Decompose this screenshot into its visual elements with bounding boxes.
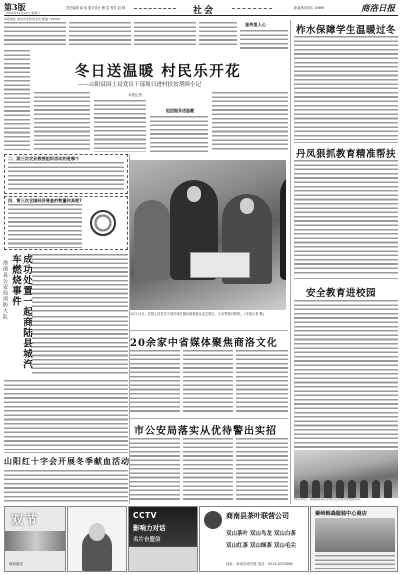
photo-relief-goods: [190, 252, 250, 278]
lead-byline: 本报记者: [128, 93, 142, 97]
photo-figure: [360, 480, 368, 498]
center-headline-1: 20余家中省媒体聚焦商洛文化: [130, 338, 278, 349]
photo-figure: [324, 480, 332, 498]
photo-figure: [372, 480, 380, 498]
ad-headline: 双节: [11, 513, 40, 527]
photo-figure: [280, 170, 286, 280]
article-text-block: [294, 300, 398, 448]
lead-text-block: [94, 100, 146, 152]
news-hotline: 新闻热线电话 15669: [294, 6, 325, 10]
editor-credits: 责任编辑 郝 组 版式设计 鲍 雷 校对 赵 晓: [66, 6, 126, 10]
article-text-block: [236, 438, 288, 502]
advertisement-3[interactable]: [128, 506, 198, 572]
divider: [130, 418, 288, 419]
article-text-block: [130, 350, 180, 414]
ad-text-block: [315, 555, 395, 569]
ad-image: [315, 518, 395, 552]
article-text-block: [183, 350, 233, 414]
photo-figure: [300, 480, 308, 498]
article-text-block: [4, 470, 128, 502]
lead-photo: [130, 160, 286, 310]
ad-company-name: 商南县茶叶联营公司: [226, 511, 289, 520]
lead-section-heading: 组团服务送温暖: [166, 108, 194, 113]
vertical-headline: 成功处置一起商陆县城汽车燃烧事件: [10, 254, 32, 370]
lead-headline: 冬日送温暖 村民乐开花: [74, 63, 242, 80]
article-text-block: [4, 22, 66, 48]
issue-date: 2014年12月13日 星期六: [6, 11, 41, 15]
ad-product-line: 双山红茶 双山绿茶 双山毛尖: [226, 543, 296, 549]
census-logo-icon: [90, 210, 116, 236]
right-photo: [294, 450, 398, 498]
divider: [130, 330, 288, 331]
article-text-block: [32, 254, 128, 312]
header-address: 本报地址 商洛市北新街北段 邮编 726000: [4, 17, 61, 21]
article-text-block: [294, 36, 398, 140]
article-text-block: [4, 380, 128, 450]
left-mid-headline: 山阳红十字会开展冬季献血活动: [4, 456, 130, 466]
ad-label: 商洛丽宝: [9, 562, 23, 566]
section-divider-left: [134, 8, 176, 9]
section-divider-right: [232, 8, 272, 9]
divider: [4, 452, 128, 453]
tea-company-logo-icon: [204, 511, 222, 529]
photo-face: [240, 198, 254, 214]
photo-figure: [384, 480, 392, 498]
page-number: 第3版: [4, 2, 26, 12]
info-box-title: 二、面三次农业教授组织活动的是哪个: [8, 156, 80, 161]
article-text-block: [294, 160, 398, 276]
divider: [294, 142, 398, 143]
center-headline-2: 市公安局落实从优待警出实招: [134, 426, 277, 437]
ad-contact: 地址：商南县城关镇 电话：0914-6322888: [226, 562, 293, 566]
right-headline-3: 安全教育进校园: [306, 288, 377, 299]
box-title: 星传里人心: [245, 22, 266, 27]
article-text-block: [134, 22, 196, 48]
column-rule: [290, 20, 291, 504]
advertisement-5[interactable]: [310, 506, 398, 572]
photo-face: [187, 186, 201, 202]
ad-product-line: 双山茶叶 双山鸟龙 双山白茶: [226, 531, 296, 537]
right-photo-caption: 12月11日，洛南县实验小学举行安全教育进校园活动。: [294, 498, 363, 501]
article-text-block: [69, 22, 131, 48]
article-text-block: [130, 438, 180, 502]
section-title: 社会: [192, 6, 215, 16]
divider: [294, 278, 398, 279]
info-box-text: [8, 204, 82, 248]
advertisement-2[interactable]: [67, 506, 127, 572]
article-text-block: [236, 350, 288, 414]
right-headline-1: 柞水保障学生温暖过冬: [296, 25, 397, 36]
vertical-byline: 洛南县公安局消防大队: [2, 260, 8, 320]
article-text-block: [32, 316, 128, 376]
photo-figure: [312, 480, 320, 498]
ad-subtitle: 影响力对话: [133, 524, 166, 532]
photo-figure: [134, 200, 170, 280]
info-box-title: 四、第三次全国经济普查的数量何具呢?: [8, 198, 82, 203]
photo-figure: [336, 480, 344, 498]
article-text-block: [183, 438, 233, 502]
column-rule: [129, 154, 130, 504]
lead-photo-caption: 12月11日，县国土局党员干部在城关镇向困难群众送去棉衣、大米等慰问物资。 (本报记者 摄): [130, 312, 264, 316]
lead-text-block: [34, 92, 90, 152]
lead-text-block: [212, 92, 288, 152]
right-headline-2: 丹凤狠抓教育精准帮扶: [296, 149, 397, 160]
page-header: [4, 2, 398, 14]
article-text-block: [4, 50, 30, 150]
ad-tagline: 名片台盟信: [133, 537, 161, 543]
newspaper-masthead: 商洛日报: [361, 4, 396, 14]
ad-title: 秦岭韩森服装中心商店: [315, 511, 367, 517]
ad-title: CCTV: [133, 511, 157, 520]
ad-portrait-face: [89, 523, 105, 541]
article-text-block: [199, 22, 237, 48]
header-rule: [4, 15, 398, 16]
advertisement-1[interactable]: [4, 506, 66, 572]
ad-banner-image: [5, 531, 66, 551]
advertisement-4[interactable]: [199, 506, 309, 572]
lead-text-block: [150, 116, 208, 152]
article-text-block: [240, 30, 288, 50]
lead-subheadline: ——山阳县国土局党员干部周日进村扶贫帮困小记: [78, 82, 202, 88]
info-box-text: [8, 162, 124, 192]
photo-figure: [348, 480, 356, 498]
